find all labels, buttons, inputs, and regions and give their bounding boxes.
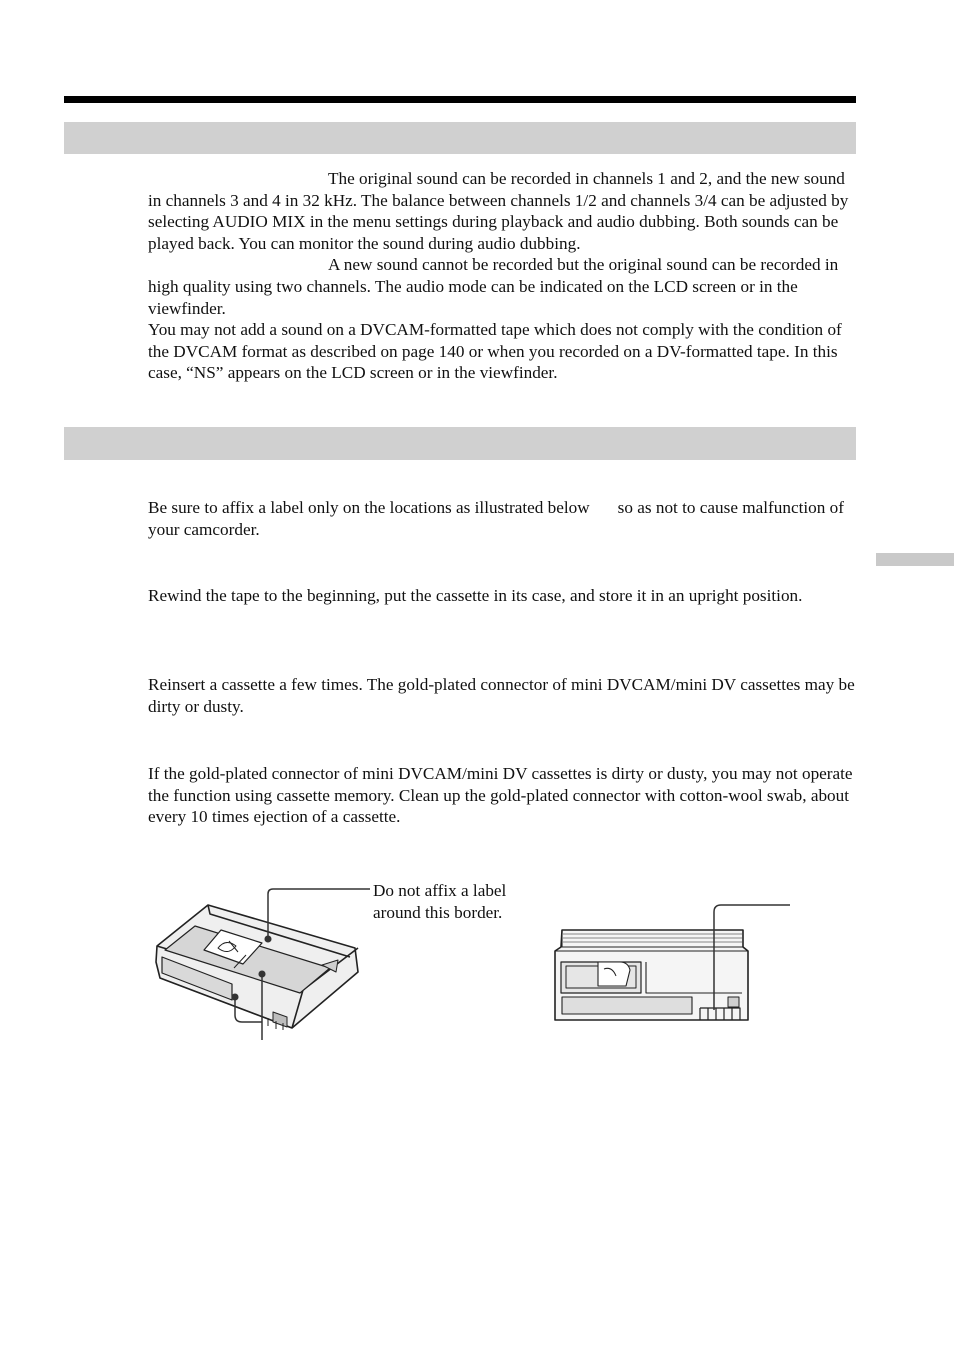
callout-line-1: Do not affix a label (373, 881, 507, 900)
callout-line-2: around this border. (373, 903, 503, 922)
label-text-a: Be sure to affix a label only on the locations as illustrated below (148, 498, 590, 517)
dvcam-note: You may not add a sound on a DVCAM-formatted tape which does not comply with the condition of the DVCAM format as described on page 140 or when you recorded on a DV-formatted tape. In this case, “NS” appears on the LCD screen or in the viewfinder. (148, 320, 842, 383)
stereo2-text: The original sound can be recorded in channels 1 and 2, and the new sound in channels 3 and 4 in 32 kHz. The balance between channels 1/2 and channels 3/4 can be adjusted by selecting AUDIO MIX in the menu settings during playback and audio dubbing. Both sounds can be played back. You can monitor the sound during audio dubbing. (148, 169, 849, 253)
edge-cassette-illustration (555, 930, 748, 1020)
angled-cassette-illustration (156, 905, 358, 1030)
connector-paragraph: If the gold-plated connector of mini DVCAM/mini DV cassettes is dirty or dusty, you may not operate the function using cassette memory. Clean up the gold-plated connector with cotton-wool swab, about every 10 times ejection of a cassette. (148, 764, 853, 827)
stereo1-text: A new sound cannot be recorded but the original sound can be recorded in high quality using two channels. The audio mode can be indicated on the LCD screen or in the viewfinder. (148, 255, 839, 318)
storage-paragraph: Rewind the tape to the beginning, put the cassette in its case, and store it in an upright position. (148, 586, 803, 605)
label-text-b: so as not to cause malfunction of your camcorder. (148, 498, 844, 539)
reinsert-paragraph: Reinsert a cassette a few times. The gold-plated connector of mini DVCAM/mini DV cassettes may be dirty or dusty. (148, 675, 855, 716)
